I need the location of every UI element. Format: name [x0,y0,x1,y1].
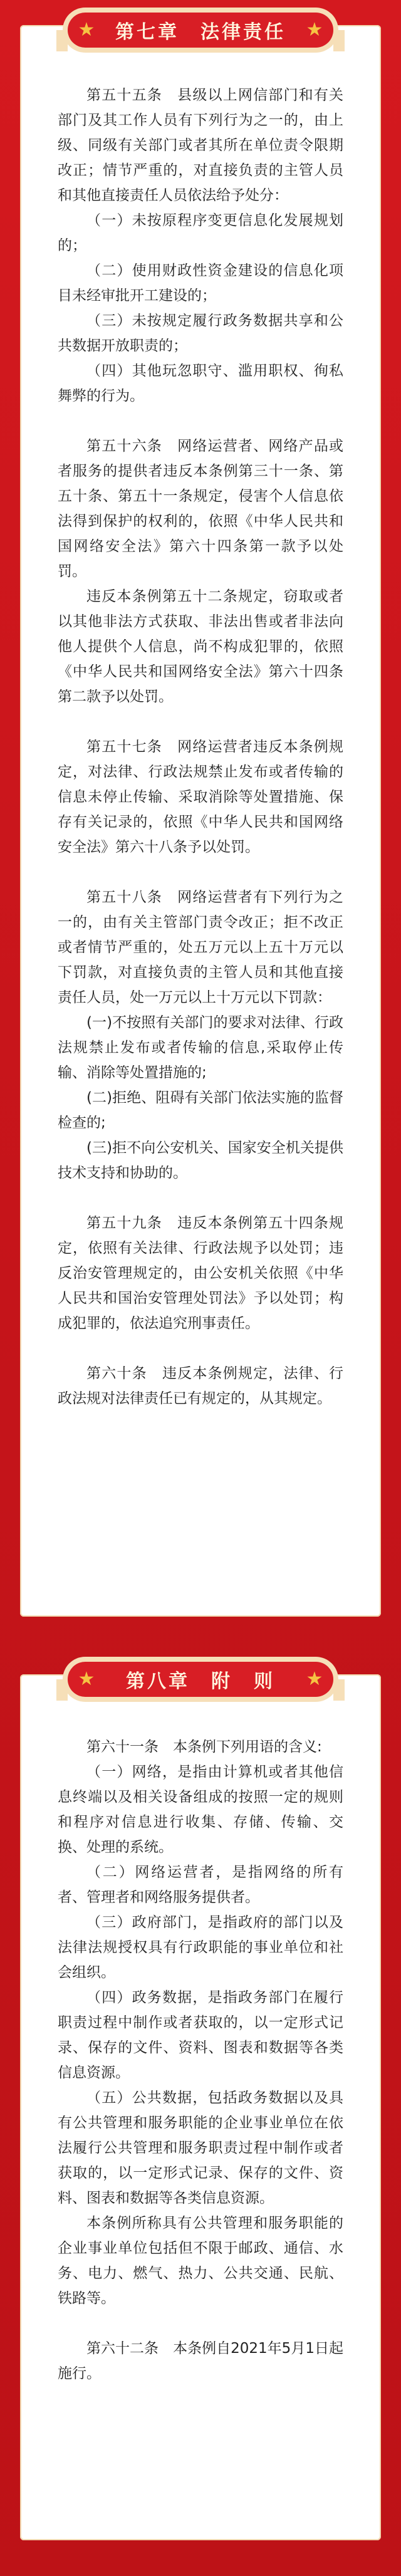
article-item: (二)拒绝、阻碍有关部门依法实施的监督检查的; [58,1090,343,1131]
chapter-content [58,1734,343,2386]
article-paragraph: 违反本条例第五十二条规定，窃取或者以其他非法方式获取、非法出售或者非法向他人提供个人信息，尚不构成犯罪的，依照《中华人民共和国网络安全法》第六十四条第二款予以处罚。 [58,588,343,705]
article-paragraph: 第五十九条 违反本条例第五十四条规定，依照有关法律、行政法规予以处罚；违反治安管理规定的，由公安机关依照《中华人民共和国治安管理处罚法》予以处罚；构成犯罪的，依法追究刑事责任。 [58,1215,343,1332]
banner-fill [68,1662,333,1697]
star-icon: ★ [306,1668,323,1690]
article-paragraph: 第五十八条 网络运营者有下列行为之一的，由有关主管部门责令改正；拒不改正或者情节严重的，处五万元以上五十万元以下罚款，对直接负责的主管人员和其他直接责任人员，处一万元以上十万元以下罚款： [58,889,343,1006]
article-item: （一）未按原程序变更信息化发展规划的； [58,212,343,254]
article-item: （一）网络，是指由计算机或者其他信息终端以及相关设备组成的按照一定的规则和程序对信息进行收集、存储、传输、交换、处理的系统。 [58,1764,343,1855]
article-item: （五）公共数据，包括政务数据以及具有公共管理和服务职能的企业事业单位在依法履行公共管理和服务职责过程中制作或者获取的，以一定形式记录、保存的文件、资料、图表和数据等各类信息资源。 [58,2090,343,2206]
chapter-title: 第七章 法律责任 [115,21,286,43]
article-item: （四）政务数据，是指政务部门在履行职责过程中制作或者获取的，以一定形式记录、保存的文件、资料、图表和数据等各类信息资源。 [58,1989,343,2081]
article-paragraph: 第六十二条 本条例自2021年5月1日起施行。 [58,2340,343,2382]
chapter-content [58,83,343,1411]
article-item: （二）使用财政性资金建设的信息化项目未经审批开工建设的； [58,263,343,304]
article-paragraph: 第五十六条 网络运营者、网络产品或者服务的提供者违反本条例第三十一条、第五十条、第五十一条规定，侵害个人信息依法得到保护的权利的，依照《中华人民共和国网络安全法》第六十四条第一款予以处罚。 [58,438,343,580]
article-item: （三）政府部门，是指政府的部门以及法律法规授权具有行政职能的事业单位和社会组织。 [58,1914,343,1981]
chapter-banner [63,8,338,53]
chapter-title: 第八章 附 则 [126,1671,275,1692]
chapter-card [20,1668,381,2540]
article-item: 本条例所称具有公共管理和服务职能的企业事业单位包括但不限于邮政、通信、水务、电力、燃气、热力、公共交通、民航、铁路等。 [58,2215,343,2307]
star-icon: ★ [78,1668,95,1690]
star-icon: ★ [306,19,323,41]
article-item: （二）网络运营者，是指网络的所有者、管理者和网络服务提供者。 [58,1864,343,1906]
article-paragraph: 第六十条 违反本条例规定，法律、行政法规对法律责任已有规定的，从其规定。 [58,1365,343,1407]
article-paragraph: 第五十五条 县级以上网信部门和有关部门及其工作人员有下列行为之一的，由上级、同级有关部门或者其所在单位责令限期改正；情节严重的，对直接负责的主管人员和其他直接责任人员依法给予处分： [58,87,343,204]
chapter-card [20,19,381,1617]
star-icon: ★ [78,19,95,41]
article-item: （四）其他玩忽职守、滥用职权、徇私舞弊的行为。 [58,363,343,404]
banner-fill [68,13,333,48]
article-paragraph: 第五十七条 网络运营者违反本条例规定，对法律、行政法规禁止发布或者传输的信息未停止传输、采取消除等处置措施、保存有关记录的，依照《中华人民共和国网络安全法》第六十八条予以处罚。 [58,739,343,855]
article-paragraph: 第六十一条 本条例下列用语的含义: [86,1739,322,1755]
chapter-banner [63,1657,338,1702]
article-item: (三)拒不向公安机关、国家安全机关提供技术支持和协助的。 [58,1140,343,1181]
article-item: （三）未按规定履行政务数据共享和公共数据开放职责的； [58,313,343,354]
article-item: (一)不按照有关部门的要求对法律、行政法规禁止发布或者传输的信息,采取停止传输、消除等处置措施的; [58,1014,343,1081]
